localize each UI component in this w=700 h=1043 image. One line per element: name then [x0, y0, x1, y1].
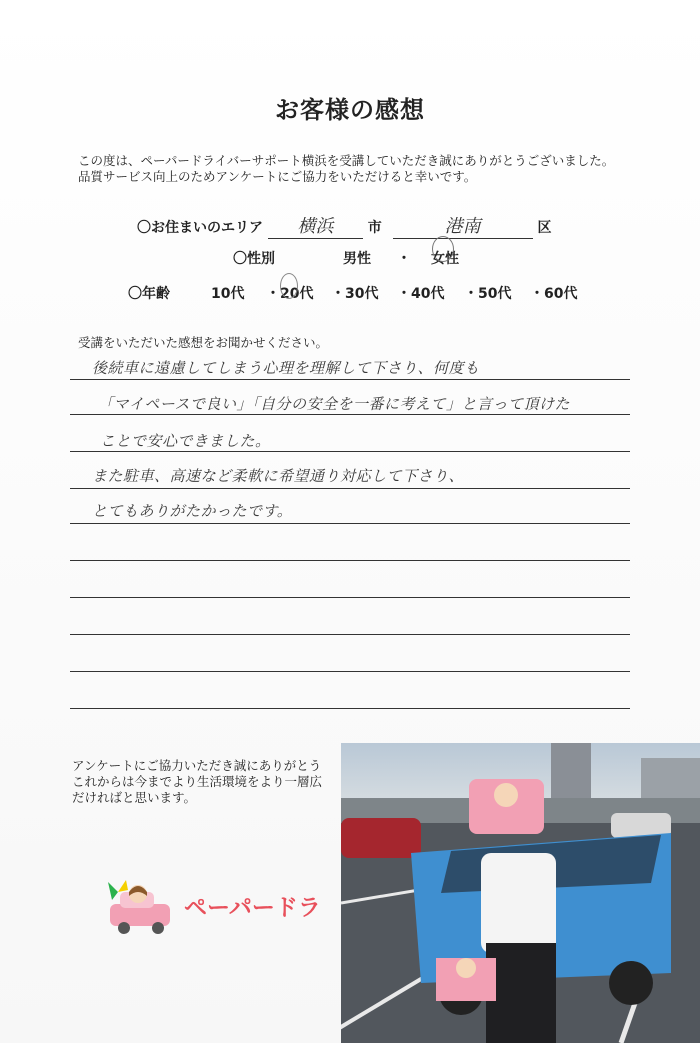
- age-option: ・60代: [530, 286, 578, 302]
- ruled-line: [70, 379, 630, 380]
- parking-lot-photo: [341, 743, 700, 1043]
- handwritten-line: 「マイペースで良い」「自分の安全を一番に考えて」と言って頂けた: [98, 395, 570, 413]
- age-option: ・20代: [266, 286, 314, 302]
- ruled-line: [70, 451, 630, 452]
- area-label: 〇お住まいのエリア: [137, 220, 263, 236]
- handwritten-line: また駐車、高速など柔軟に希望通り対応して下さり、: [92, 467, 465, 485]
- city-value: 横浜: [268, 212, 363, 239]
- selection-mark: [280, 273, 298, 299]
- ruled-line: [70, 488, 630, 489]
- ruled-line: [70, 708, 630, 709]
- footer-text: [72, 758, 352, 806]
- page-title: お客様の感想: [275, 96, 425, 124]
- gender-label: 〇性別: [233, 251, 275, 267]
- intro-line: 品質サービス向上のためアンケートにご協力をいただけると幸いです。: [78, 169, 477, 184]
- car-mascot-icon: [106, 876, 182, 936]
- selection-mark: [432, 236, 454, 262]
- age-option: ・30代: [331, 286, 379, 302]
- gender-option-female: 女性: [431, 251, 459, 267]
- ruled-line: [70, 414, 630, 415]
- brand-logo: [106, 876, 346, 936]
- handwritten-line: とてもありがたかったです。: [92, 502, 293, 520]
- age-option: ・50代: [464, 286, 512, 302]
- logo-text: ペーパードラ: [184, 895, 321, 921]
- comment-label: 受講をいただいた感想をお聞かせください。: [78, 335, 329, 350]
- intro-line: この度は、ペーパードライバーサポート横浜を受講していただき誠にありがとうございました。: [78, 153, 615, 168]
- intro-text: [78, 153, 638, 185]
- footer-line: アンケートにご協力いただき誠にありがとう: [72, 758, 322, 773]
- handwritten-line: 後続車に遠慮してしまう心理を理解して下さり、何度も: [92, 359, 480, 377]
- customer-photo: [341, 743, 700, 1043]
- ruled-line: [70, 634, 630, 635]
- ward-suffix: 区: [537, 220, 552, 236]
- ruled-line: [70, 597, 630, 598]
- handwritten-line: ことで安心できました。: [100, 432, 271, 450]
- footer-line: だければと思います。: [72, 790, 197, 805]
- area-row: [137, 212, 552, 239]
- gender-separator: ・: [397, 251, 411, 267]
- city-suffix: 市: [367, 220, 382, 236]
- age-label: 〇年齢: [128, 286, 170, 302]
- ruled-line: [70, 560, 630, 561]
- footer-line: これからは今までより生活環境をより一層広: [72, 774, 323, 789]
- ruled-line: [70, 671, 630, 672]
- ward-value: 港南: [393, 212, 533, 239]
- gender-option-male: 男性: [343, 251, 371, 267]
- ruled-line: [70, 523, 630, 524]
- age-option: 10代: [211, 286, 245, 302]
- age-option: ・40代: [397, 286, 445, 302]
